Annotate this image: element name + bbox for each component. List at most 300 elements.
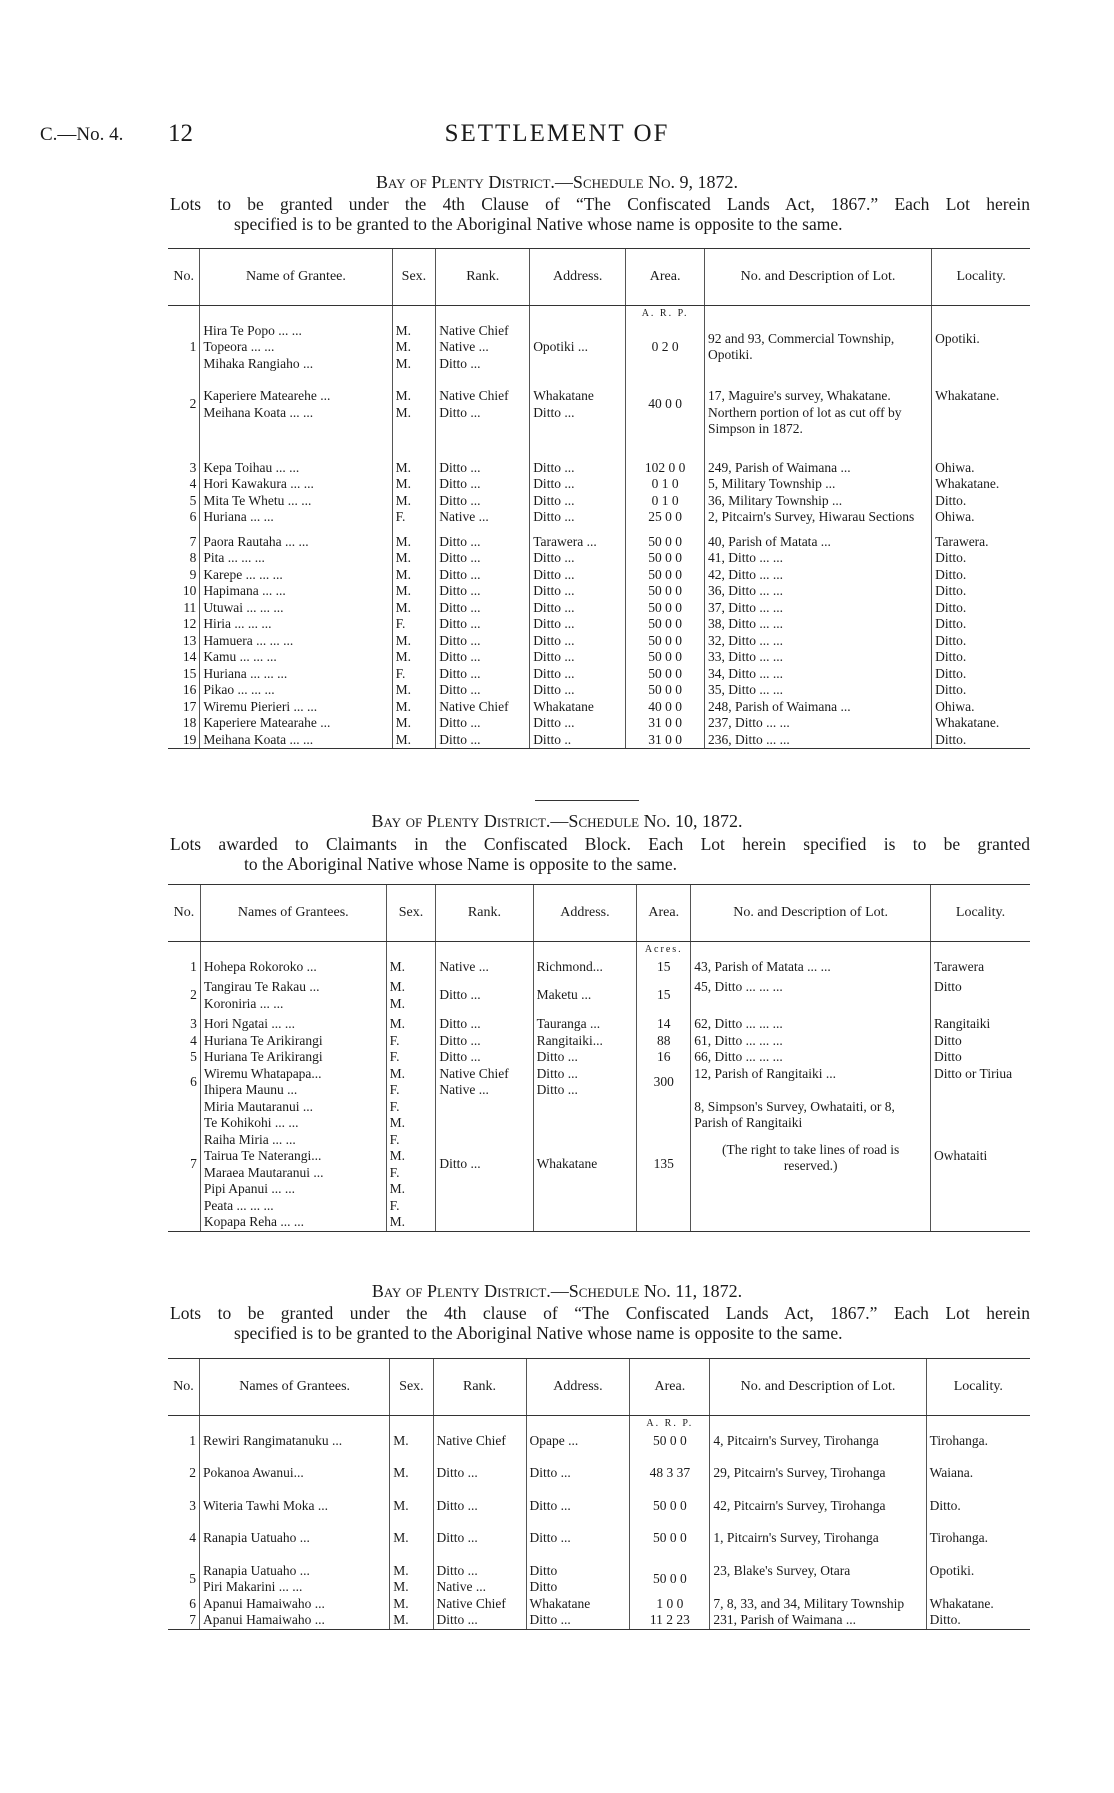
lot-number-cell: 5 [189,1570,196,1586]
grantee-name: Tairua Te Naterangi... [203,1148,322,1163]
sex-value: M. [395,698,411,714]
rank-cell [436,1066,533,1099]
schedule-10-table [168,884,1030,1232]
sex-value: F. [389,1164,400,1180]
lot-description: 17, Maguire's survey, Whakatane. Northern portion of lot as cut off by Simpson in 1872. [707,388,902,436]
table-row [168,732,1030,749]
lot-description-cell [704,323,931,389]
schedule-10-title: Bay of Plenty District.—Schedule No. 10, 1872. [371,811,743,831]
grantee-name: Karepe ... ... ... [203,566,283,582]
locality-cell: Ditto. [932,682,1030,699]
area-cell: 135 [637,1099,691,1232]
address-value: Ditto ... [533,583,575,598]
address-value: Maketu ... [536,987,592,1003]
grantee-cell [200,323,392,389]
column-header: No. [168,885,200,942]
sex-value: M. [395,476,411,491]
grantee-name: Pipi Apanui ... ... [203,1181,296,1196]
lot-description-cell [704,616,931,633]
address-cell [526,1530,630,1563]
address-cell [526,1465,630,1498]
lot-description: 33, Ditto ... ... [707,649,783,664]
grantee-cell [199,1498,389,1531]
spacer-cell [200,306,392,323]
column-header: Locality. [931,885,1030,942]
lot-description-cell [710,1530,926,1563]
table-row [168,682,1030,699]
lot-number-cell: 1 [190,958,197,974]
sex-value: F. [395,665,406,681]
locality-cell: Owhataiti [931,1099,1030,1232]
rank-cell [436,567,530,584]
sex-value: M. [393,1612,409,1627]
sex-value: M. [395,632,411,648]
grantee-cell [200,476,392,493]
spacer-cell [931,942,1030,959]
rank-cell [436,460,530,477]
lot-number-cell: 1 [189,1432,196,1448]
locality-cell: Ditto. [932,633,1030,650]
area-cell: 102 0 0 [626,460,705,477]
address-value: Tauranga ... [536,1016,601,1031]
table-row [168,1016,1030,1033]
area-units: Acres. [637,942,691,959]
sex-cell [392,550,436,567]
rank-value: Ditto ... [439,987,481,1003]
grantee-cell [199,1433,389,1466]
locality-cell: Ditto. [932,600,1030,617]
grantee-name: Kamu ... ... ... [203,649,277,664]
address-cell [533,1099,637,1232]
lot-description-cell [710,1498,926,1531]
grantee-name: Huriana ... ... [203,509,274,524]
rank-value: Ditto ... [436,1612,478,1627]
address-value: Ditto ... [533,459,575,475]
sex-value: F. [389,1131,400,1147]
sex-value: M. [393,1465,409,1480]
rank-cell [436,715,530,732]
lot-number-cell: 18 [182,715,197,730]
sex-value: M. [389,979,406,994]
grantee-name: Miria Mautaranui ... [203,1098,313,1114]
grantee-name: Te Kohikohi ... ... [203,1115,299,1130]
grantee-name: Koroniria ... ... [203,995,284,1011]
grantee-name: Maraea Mautaranui ... [203,1164,324,1180]
table-row [168,1465,1030,1498]
sex-value: M. [393,1530,409,1545]
rank-value: Ditto ... [439,533,481,549]
rank-cell [436,600,530,617]
locality-cell: Ditto. [932,583,1030,600]
locality-cell: Ohiwa. [932,460,1030,477]
lot-description: 12, Parish of Rangitaiki ... [694,1065,836,1081]
grantee-name: Hori Ngatai ... ... [203,1016,295,1031]
table-row [168,1563,1030,1596]
lot-note: (The right to take lines of road is reserved.) [721,1141,900,1173]
address-cell [530,550,626,567]
lot-description: 37, Ditto ... ... [707,599,783,615]
sex-value: M. [395,649,411,664]
locality-cell: Ditto. [932,550,1030,567]
address-value: Ditto ... [533,682,575,697]
column-header: Rank. [436,885,533,942]
sex-value: M. [393,1562,409,1578]
table-row [168,509,1030,534]
sex-cell [386,959,436,980]
sex-cell [392,534,436,551]
area-cell: 0 1 0 [626,493,705,510]
column-header: Sex. [390,1359,433,1416]
address-value: Ditto ... [533,665,575,681]
table-row [168,388,1030,460]
grantee-cell [200,550,392,567]
address-value: Rangitaiki... [536,1032,603,1048]
sex-value: M. [395,388,411,403]
lot-description: 5, Military Township ... [707,476,836,491]
rank-cell [433,1498,526,1531]
area-cell: 0 2 0 [626,323,705,389]
lot-description-cell [691,1049,931,1066]
area-cell: 16 [637,1049,691,1066]
lot-description-cell [704,732,931,749]
grantee-name: Peata ... ... ... [203,1197,274,1213]
sex-cell [392,509,436,534]
lot-description-cell [691,1016,931,1033]
grantee-cell [200,616,392,633]
rank-value: Ditto ... [439,1016,481,1031]
area-cell: 300 [637,1066,691,1099]
locality-cell: Ditto. [926,1612,1030,1629]
sex-cell [386,1016,436,1033]
address-value: Ditto ... [533,649,575,664]
column-header: No. and Description of Lot. [704,249,931,306]
address-value: Tarawera ... [533,533,597,549]
sex-value: M. [395,599,411,615]
grantee-cell [200,567,392,584]
address-value: Ditto ... [533,492,575,508]
rank-value: Ditto ... [439,632,481,648]
area-cell: 40 0 0 [626,699,705,716]
column-header: Name of Grantee. [200,249,392,306]
locality-cell: Ditto. [926,1498,1030,1531]
rank-cell [433,1596,526,1613]
grantee-name: Ranapia Uatuaho ... [202,1530,310,1545]
lot-number-cell: 4 [189,476,197,491]
address-value: Ditto ... [533,404,575,420]
area-cell: 50 0 0 [630,1530,710,1563]
grantee-name: Huriana Te Arikirangi [203,1032,323,1048]
locality-cell: Waiana. [926,1465,1030,1498]
lot-description: 35, Ditto ... ... [707,682,783,697]
column-header: Locality. [926,1359,1030,1416]
sex-cell [392,567,436,584]
column-header: Names of Grantees. [200,885,386,942]
grantee-name: Wiremu Whatapapa... [203,1065,322,1081]
lot-description: 231, Parish of Waimana ... [713,1612,856,1627]
area-cell: 1 0 0 [630,1596,710,1613]
rank-cell [436,509,530,534]
grantee-name: Huriana Te Arikirangi [203,1049,323,1064]
schedule-10-intro [170,834,1030,874]
rank-cell [436,682,530,699]
grantee-cell [199,1530,389,1563]
lot-description: 32, Ditto ... ... [707,632,783,648]
grantee-name: Pokanoa Awanui... [202,1465,304,1480]
lot-number-cell: 6 [190,1073,197,1089]
lot-number-cell: 15 [182,665,197,681]
grantee-cell [200,460,392,477]
grantee-cell [200,600,392,617]
area-cell: 50 0 0 [626,583,705,600]
lot-description-cell [704,699,931,716]
schedule-9-table [168,248,1030,749]
sex-cell [392,649,436,666]
page-header [40,120,1074,160]
table-header-row [168,1359,1030,1416]
column-header: Names of Grantees. [199,1359,389,1416]
schedule-9-intro [170,194,1030,234]
address-cell [530,633,626,650]
lot-number-cell: 4 [190,1032,197,1048]
rank-value: Native ... [439,1082,489,1097]
grantee-name: Rewiri Rangimatanuku ... [202,1432,343,1448]
address-cell [526,1498,630,1531]
lot-number-cell: 2 [189,1465,196,1480]
address-value: Ditto ... [533,599,575,615]
area-units: A. R. P. [626,306,705,323]
sex-value: M. [395,492,411,508]
rank-value: Ditto ... [439,476,481,491]
lot-description-cell [704,550,931,567]
grantee-cell [200,1033,386,1050]
rank-value: Ditto ... [439,459,481,475]
column-header: Area. [626,249,705,306]
sex-value: M. [393,1497,409,1513]
lot-number-cell: 5 [189,492,197,508]
grantee-name: Hohepa Rokoroko ... [203,958,317,974]
address-value: Ditto [529,1562,558,1578]
column-header: Address. [533,885,637,942]
sex-value: M. [395,682,411,697]
spacer-cell [926,1416,1030,1433]
paper-reference: C.—No. 4. [40,124,124,145]
area-cell: 50 0 0 [626,616,705,633]
area-cell: 50 0 0 [626,600,705,617]
grantee-cell [200,666,392,683]
spacer-cell [168,306,200,323]
page-title: SETTLEMENT OF [444,120,670,147]
lot-description-cell [691,1099,931,1232]
lot-number-cell: 7 [168,1099,200,1232]
table-row [168,1433,1030,1466]
grantee-name: Hori Kawakura ... ... [203,476,314,491]
column-header: Locality. [932,249,1030,306]
address-value: Ditto ... [533,509,575,524]
address-cell [526,1563,630,1596]
rank-value: Ditto ... [439,731,481,747]
spacer-cell [200,942,386,959]
lot-description: 66, Ditto ... ... ... [694,1049,783,1064]
address-cell [533,1066,637,1099]
sex-value: M. [395,322,411,338]
area-cell: 25 0 0 [626,509,705,534]
address-cell [530,600,626,617]
rank-value: Native Chief [436,1595,506,1611]
table-row [168,323,1030,389]
sex-cell [386,1099,436,1232]
table-header-row [168,249,1030,306]
area-cell: 50 0 0 [630,1498,710,1531]
grantee-cell [200,715,392,732]
address-value: Ditto .. [533,731,572,747]
lot-number-cell: 11 [183,599,197,615]
address-cell [530,583,626,600]
locality-cell: Ditto. [932,649,1030,666]
grantee-cell [200,732,392,749]
address-value: Ditto ... [529,1497,571,1513]
sex-cell [386,1033,436,1050]
area-cell: 0 1 0 [626,476,705,493]
address-cell [533,1016,637,1033]
rank-cell [436,1033,533,1050]
grantee-name: Raiha Miria ... ... [203,1131,296,1147]
table-row [168,1530,1030,1563]
lot-number-cell: 4 [189,1530,196,1545]
address-cell [530,649,626,666]
address-value: Ditto ... [533,566,575,582]
address-value: Whakatane [529,1595,591,1611]
sex-cell [392,682,436,699]
sex-cell [386,979,436,1016]
address-value: Ditto ... [536,1065,578,1081]
table-row [168,550,1030,567]
lot-description: 62, Ditto ... ... ... [694,1016,783,1031]
table-row [168,1066,1030,1099]
lot-description-cell [704,534,931,551]
lot-description: 36, Military Township ... [707,492,843,508]
section-divider [535,800,639,801]
area-cell: 40 0 0 [626,388,705,460]
sex-cell [392,633,436,650]
lot-number-cell: 6 [189,1595,196,1611]
address-cell [530,666,626,683]
rank-cell [436,1016,533,1033]
table-header-row [168,885,1030,942]
column-header: Sex. [392,249,436,306]
area-cell: 50 0 0 [626,534,705,551]
address-cell [530,567,626,584]
sex-value: M. [395,355,411,371]
table-row [168,1049,1030,1066]
column-header: No. [168,249,200,306]
rank-value: Native ... [439,958,489,974]
locality-cell: Tirohanga. [926,1530,1030,1563]
rank-value: Ditto ... [439,492,481,508]
lot-description: 4, Pitcairn's Survey, Tirohanga [713,1432,879,1448]
lot-number-cell: 9 [189,566,197,582]
address-cell [530,388,626,460]
address-value: Ditto ... [533,632,575,648]
rank-cell [433,1612,526,1629]
lot-description-cell [704,567,931,584]
area-cell: 88 [637,1033,691,1050]
rank-cell [436,616,530,633]
address-cell [530,323,626,389]
rank-value: Native ... [436,1579,487,1594]
lot-number-cell: 5 [190,1049,197,1064]
address-cell [530,476,626,493]
sex-cell [392,699,436,716]
address-value: Opotiki ... [533,339,588,354]
grantee-cell [200,388,392,460]
sex-value: M. [389,1181,406,1196]
column-header: Address. [530,249,626,306]
sex-value: M. [389,995,406,1011]
column-header: Area. [630,1359,710,1416]
grantee-cell [200,959,386,980]
area-cell: 15 [637,959,691,980]
lot-number-cell: 14 [182,649,197,664]
lot-number-cell: 6 [189,509,197,524]
rank-cell [436,732,530,749]
address-value: Whakatane [533,698,594,714]
lot-description-cell [704,633,931,650]
rank-value: Ditto ... [439,665,481,681]
grantee-name: Apanui Hamaiwaho ... [202,1612,325,1627]
sex-value: F. [389,1032,400,1048]
grantee-cell [200,699,392,716]
address-value: Opape ... [529,1432,579,1448]
lot-number-cell: 13 [182,632,197,648]
sex-value: M. [395,715,411,730]
rank-value: Ditto ... [439,550,481,565]
lot-description-cell [710,1612,926,1629]
spacer-cell [168,942,200,959]
sex-cell [392,666,436,683]
rank-value: Ditto ... [439,583,481,598]
address-cell [533,1033,637,1050]
grantee-cell [200,493,392,510]
lot-number-cell: 3 [189,459,197,475]
lot-number-cell: 10 [182,583,197,598]
sex-value: F. [395,509,406,524]
spacer-cell [390,1416,433,1433]
table-row [168,1099,1030,1232]
grantee-cell [200,1016,386,1033]
table-row [168,600,1030,617]
sex-value: F. [389,1197,400,1213]
area-cell: 50 0 0 [626,649,705,666]
address-value: Ditto ... [533,550,575,565]
locality-cell: Whakatane. [932,476,1030,493]
grantee-name: Pita ... ... ... [203,550,265,565]
rank-value: Native Chief [439,698,509,714]
address-value: Richmond... [536,958,603,974]
grantee-name: Kaperiere Matearahe ... [203,715,331,730]
locality-cell: Ohiwa. [932,509,1030,534]
column-header: Rank. [433,1359,526,1416]
grantee-name: Huriana ... ... ... [203,665,288,681]
page-number: 12 [168,120,193,147]
sex-cell [392,460,436,477]
area-cell: 50 0 0 [626,633,705,650]
area-cell: 48 3 37 [630,1465,710,1498]
locality-cell: Rangitaiki [931,1016,1030,1033]
locality-cell: Ditto. [932,493,1030,510]
grantee-name: Utuwai ... ... ... [203,599,284,615]
grantee-cell [200,682,392,699]
grantee-name: Hiria ... ... ... [203,616,272,631]
